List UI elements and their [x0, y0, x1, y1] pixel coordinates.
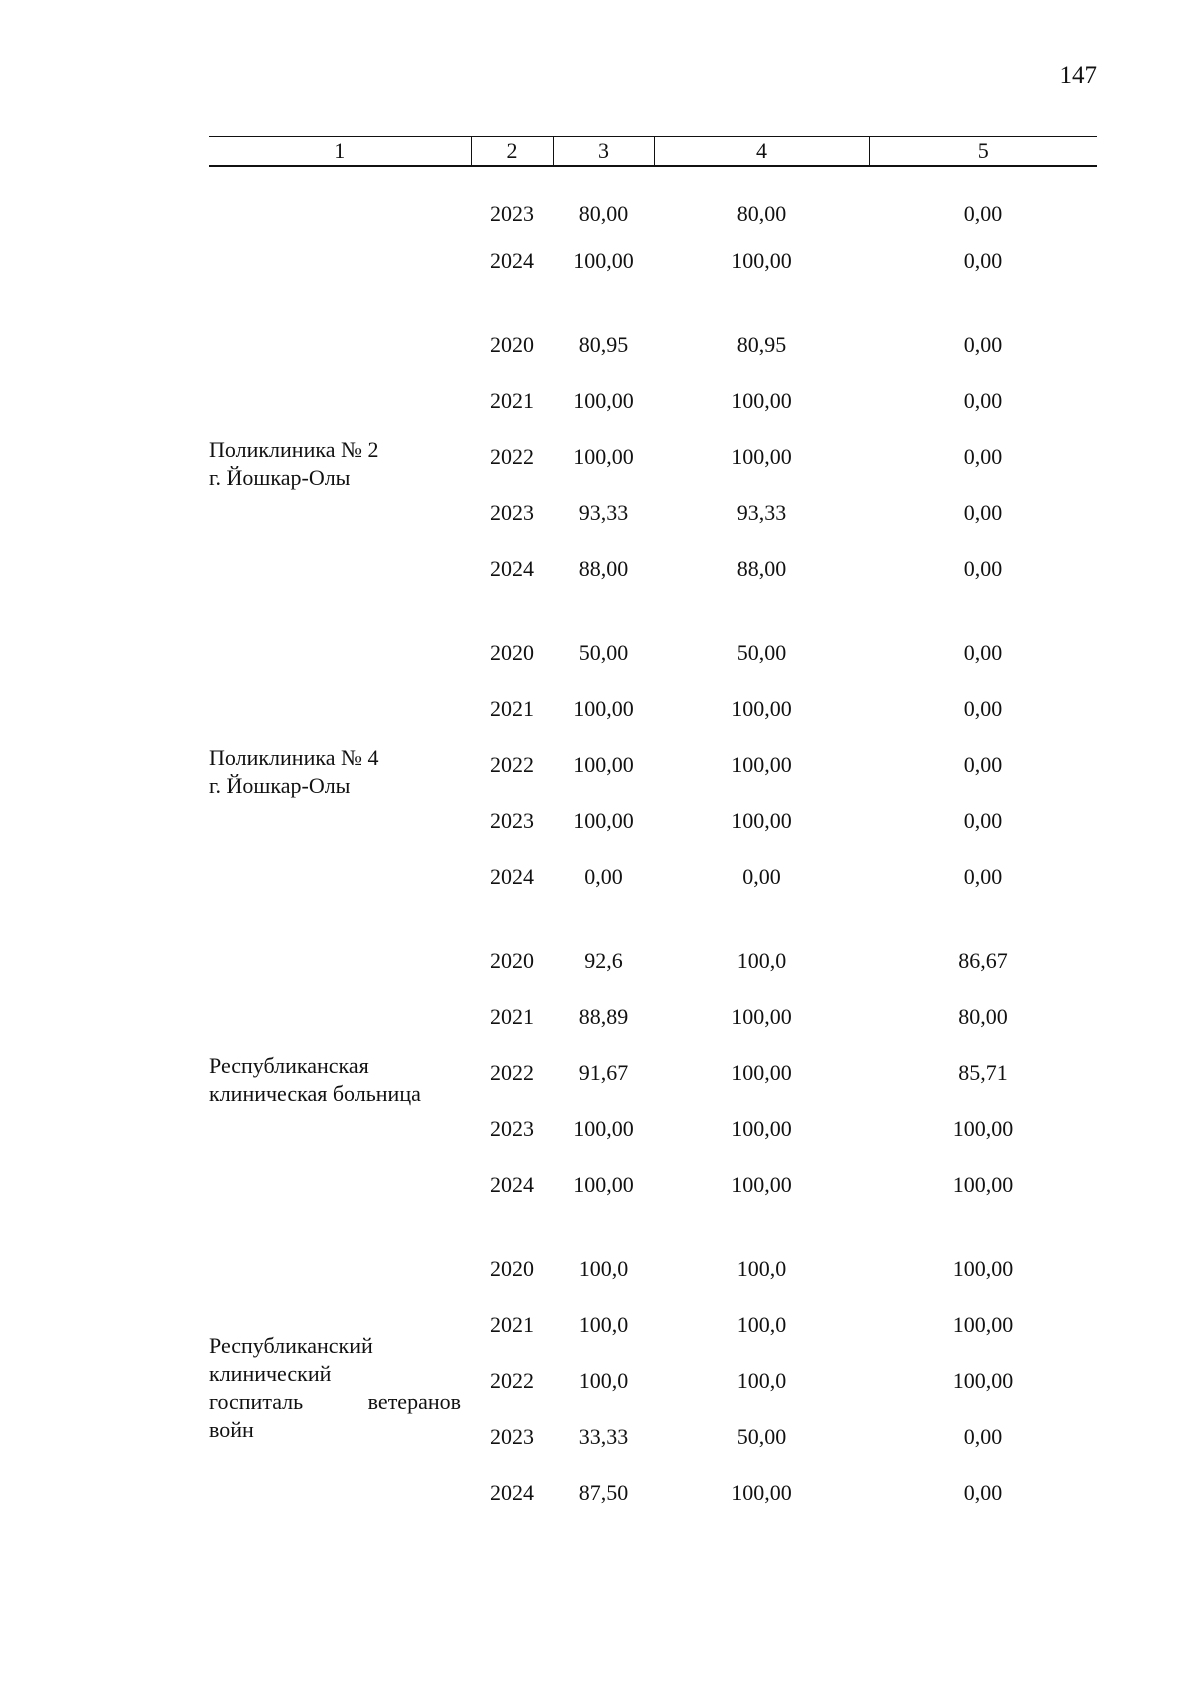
year-cell: 2024: [490, 1172, 534, 1197]
col4-cell: 100,00: [731, 752, 792, 777]
col4-cell: 100,00: [731, 1116, 792, 1141]
group-spacer: [209, 1213, 1097, 1241]
year-cell: 2020: [490, 640, 534, 665]
year-cell: 2021: [490, 1312, 534, 1337]
col3-cell: 100,00: [573, 248, 634, 273]
col5-cell: 0,00: [963, 444, 1003, 469]
year-cell: 2024: [490, 556, 534, 581]
header-col-2: 2: [471, 137, 553, 167]
year-cell: 2020: [490, 1256, 534, 1281]
year-cell: 2023: [490, 1424, 534, 1449]
col3-cell: 100,00: [573, 752, 634, 777]
col5-cell: 85,71: [958, 1060, 1008, 1085]
col5-cell: 0,00: [963, 332, 1003, 357]
page-number: 147: [1059, 62, 1097, 89]
table-header: [209, 137, 1097, 167]
col4-cell: 88,00: [736, 556, 787, 581]
institution-name-line: г. Йошкар-Олы: [209, 465, 351, 490]
col3-cell: 100,00: [573, 444, 634, 469]
col4-cell: 100,00: [731, 444, 792, 469]
year-cell: 2024: [490, 248, 534, 273]
col5-cell: 100,00: [952, 1172, 1014, 1197]
header-col-1: 1: [209, 137, 471, 167]
institution-name: [209, 933, 471, 1213]
col4-cell: 100,0: [736, 1312, 787, 1337]
institution-name-empty: [209, 233, 471, 289]
year-cell: 2021: [490, 1004, 534, 1029]
col5-cell: 0,00: [963, 808, 1003, 833]
year-cell: 2021: [490, 388, 534, 413]
institution-name-line: войн: [209, 1417, 254, 1442]
year-cell: 2023: [490, 500, 534, 525]
col3-cell: 80,95: [578, 332, 629, 357]
institution-name-line: клиническая больница: [209, 1081, 421, 1106]
col3-cell: 100,0: [578, 1256, 629, 1281]
col3-cell: 92,6: [584, 948, 623, 973]
col3-cell: 100,00: [573, 1116, 634, 1141]
col5-cell: 0,00: [963, 1480, 1003, 1505]
col5-cell: 86,67: [958, 948, 1008, 973]
table-row: [209, 317, 1097, 373]
col3-cell: 100,0: [578, 1368, 629, 1393]
col3-cell: 100,00: [573, 808, 634, 833]
col3-cell: 100,00: [573, 696, 634, 721]
year-cell: 2022: [490, 1060, 534, 1085]
col5-cell: 0,00: [963, 388, 1003, 413]
col4-cell: 100,00: [731, 1060, 792, 1085]
col5-cell: 100,00: [952, 1312, 1014, 1337]
header-col-3: 3: [553, 137, 654, 167]
col5-cell: 0,00: [963, 864, 1003, 889]
institution-name: [209, 625, 471, 905]
col5-cell: 100,00: [952, 1368, 1014, 1393]
year-cell: 2021: [490, 696, 534, 721]
col3-cell: 93,33: [578, 500, 629, 525]
year-cell: 2023: [490, 201, 534, 226]
col3-cell: 33,33: [578, 1424, 629, 1449]
institution-name-line: клинический: [209, 1361, 332, 1386]
col5-cell: 80,00: [958, 1004, 1008, 1029]
year-cell: 2020: [490, 332, 534, 357]
col5-cell: 100,00: [952, 1256, 1014, 1281]
col5-cell: 0,00: [963, 500, 1003, 525]
col5-cell: 0,00: [963, 1424, 1003, 1449]
institution-name-empty: [209, 166, 471, 233]
header-col-4: 4: [654, 137, 869, 167]
col4-cell: 50,00: [736, 640, 787, 665]
table-row: [209, 1241, 1097, 1297]
year-cell: 2022: [490, 444, 534, 469]
table-row: [209, 233, 1097, 289]
col5-cell: 0,00: [963, 640, 1003, 665]
institution-name-line: Республиканский: [209, 1333, 373, 1358]
table-body: [209, 166, 1097, 1521]
col3-cell: 91,67: [578, 1060, 629, 1085]
year-cell: 2022: [490, 1368, 534, 1393]
col3-cell: 80,00: [578, 201, 629, 226]
col3-cell: 88,00: [578, 556, 629, 581]
institution-name-line: Поликлиника № 2: [209, 437, 379, 462]
col4-cell: 100,00: [731, 388, 792, 413]
col3-cell: 100,0: [578, 1312, 629, 1337]
col4-cell: 100,0: [736, 948, 787, 973]
col4-cell: 0,00: [742, 864, 781, 889]
col4-cell: 93,33: [736, 500, 787, 525]
col5-cell: 0,00: [963, 696, 1003, 721]
institution-name-line: Республиканская: [209, 1053, 369, 1078]
institution-name: [209, 1241, 471, 1521]
institution-name-line: г. Йошкар-Олы: [209, 773, 351, 798]
header-col-5: 5: [869, 137, 1097, 167]
header-row: [209, 137, 1097, 167]
col4-cell: 100,00: [731, 1004, 792, 1029]
col5-cell: 0,00: [963, 201, 1003, 226]
institution-name-line: Поликлиника № 4: [209, 745, 379, 770]
year-cell: 2020: [490, 948, 534, 973]
col4-cell: 100,0: [736, 1256, 787, 1281]
year-cell: 2023: [490, 808, 534, 833]
col4-cell: 100,00: [731, 1172, 792, 1197]
year-cell: 2024: [490, 1480, 534, 1505]
institution-name-line: госпиталь ветеранов: [209, 1389, 461, 1414]
year-cell: 2024: [490, 864, 534, 889]
year-cell: 2022: [490, 752, 534, 777]
col5-cell: 0,00: [963, 248, 1003, 273]
data-table: [209, 136, 1097, 1521]
col4-cell: 100,00: [731, 696, 792, 721]
group-spacer: [209, 597, 1097, 625]
col3-cell: 0,00: [584, 864, 623, 889]
col3-cell: 87,50: [578, 1480, 629, 1505]
col4-cell: 100,00: [731, 1480, 792, 1505]
table-row: [209, 625, 1097, 681]
col4-cell: 80,95: [736, 332, 787, 357]
col4-cell: 100,00: [731, 248, 792, 273]
col5-cell: 100,00: [952, 1116, 1014, 1141]
institution-name: [209, 317, 471, 597]
col3-cell: 88,89: [578, 1004, 629, 1029]
col4-cell: 80,00: [736, 201, 787, 226]
col4-cell: 100,0: [736, 1368, 787, 1393]
col5-cell: 0,00: [963, 556, 1003, 581]
col3-cell: 50,00: [578, 640, 629, 665]
col3-cell: 100,00: [573, 388, 634, 413]
col4-cell: 100,00: [731, 808, 792, 833]
group-spacer: [209, 905, 1097, 933]
table-row: [209, 166, 1097, 233]
col5-cell: 0,00: [963, 752, 1003, 777]
col4-cell: 50,00: [736, 1424, 787, 1449]
table-row: [209, 933, 1097, 989]
col3-cell: 100,00: [573, 1172, 634, 1197]
year-cell: 2023: [490, 1116, 534, 1141]
group-spacer: [209, 289, 1097, 317]
